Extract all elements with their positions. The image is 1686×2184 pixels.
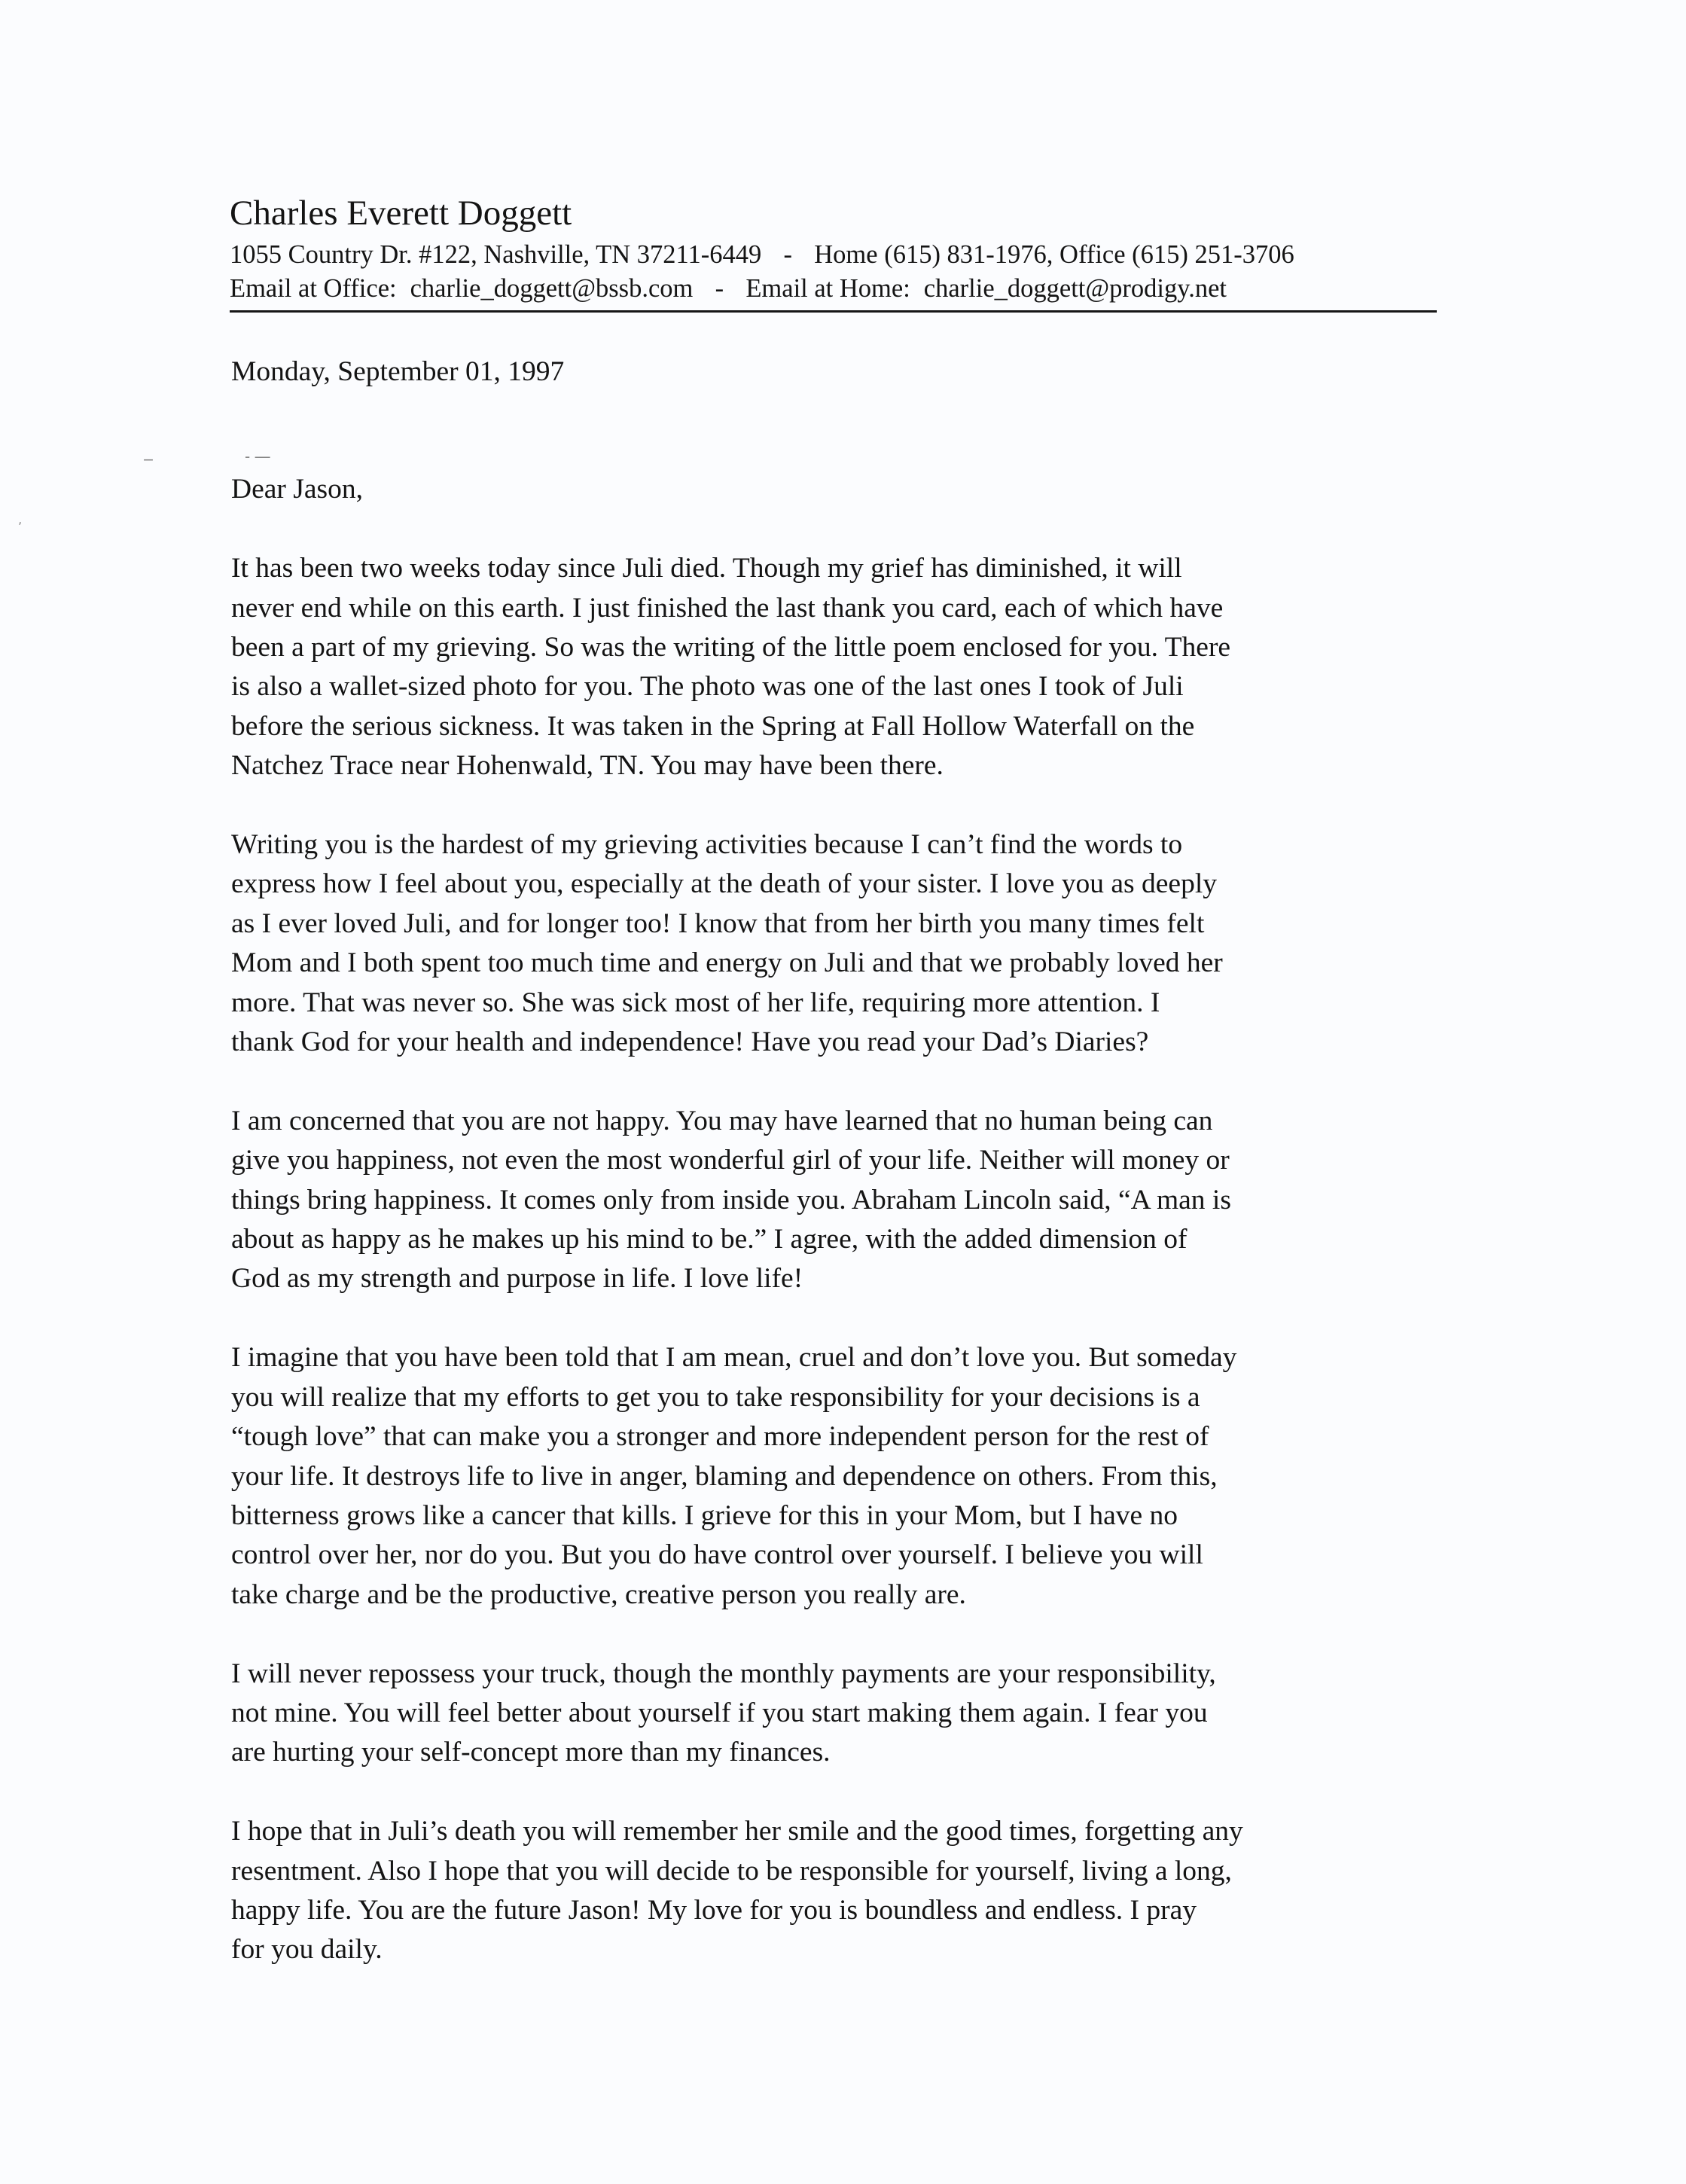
scan-mark: - ― [245, 447, 270, 465]
paragraph-line: God as my strength and purpose in life. I love life! [231, 1263, 803, 1295]
paragraph [231, 1655, 1436, 1773]
paragraph-line: I imagine that you have been told that I am mean, cruel and don’t love you. But someday [231, 1342, 1237, 1374]
letter-body [231, 352, 1436, 1970]
paragraph-line: take charge and be the productive, creative person you really are. [231, 1579, 966, 1610]
paragraph-line: is also a wallet-sized photo for you. The photo was one of the last ones I took of Juli [231, 671, 1184, 703]
paragraph-line: not mine. You will feel better about yourself if you start making them again. I fear you [231, 1697, 1208, 1728]
paragraph [231, 825, 1436, 1062]
home-email: charlie_doggett@prodigy.net [923, 274, 1227, 303]
paragraph-line: I am concerned that you are not happy. You may have learned that no human being can [231, 1105, 1213, 1136]
sender-name: Charles Everett Doggett [230, 194, 572, 233]
paragraph-line: It has been two weeks today since Juli died. Though my grief has diminished, it will [231, 553, 1182, 584]
salutation: Dear Jason, [231, 474, 363, 505]
letter-date: Monday, September 01, 1997 [231, 356, 565, 387]
paragraphs [231, 549, 1436, 1970]
paragraph-line: are hurting your self-concept more than my finances. [231, 1737, 831, 1768]
separator: - [715, 274, 724, 303]
office-email: charlie_doggett@bssb.com [410, 274, 694, 303]
paragraph-line: resentment. Also I hope that you will decide to be responsible for yourself, living a long, [231, 1855, 1232, 1887]
scan-mark: ʼ [18, 520, 23, 534]
paragraph-line: Mom and I both spent too much time and energy on Juli and that we probably loved her [231, 947, 1223, 979]
paragraph-line: you will realize that my efforts to get you to take responsibility for your decisions is a [231, 1381, 1200, 1413]
email-line [230, 272, 1437, 306]
paragraph-line: I will never repossess your truck, though the monthly payments are your responsibility, [231, 1658, 1216, 1689]
sender-address: 1055 Country Dr. #122, Nashville, TN 37211-6449 [230, 240, 762, 269]
scan-mark: ‒ [143, 450, 154, 469]
paragraph-line: for you daily. [231, 1934, 383, 1966]
paragraph [231, 549, 1436, 785]
paragraph-line: things bring happiness. It comes only from inside you. Abraham Lincoln said, “A man is [231, 1184, 1231, 1216]
paragraph-line: I hope that in Juli’s death you will remember her smile and the good times, forgetting any [231, 1816, 1243, 1847]
paragraph-line: Natchez Trace near Hohenwald, TN. You may have been there. [231, 750, 944, 782]
paragraph [231, 1338, 1436, 1615]
paragraph-line: bitterness grows like a cancer that kills. I grieve for this in your Mom, but I have no [231, 1499, 1178, 1531]
paragraph-line: happy life. You are the future Jason! My love for you is boundless and endless. I pray [231, 1894, 1197, 1926]
address-line [230, 238, 1437, 272]
letterhead [230, 188, 1437, 313]
paragraph-line: “tough love” that can make you a stronger and more independent person for the rest of [231, 1421, 1209, 1453]
paragraph-line: never end while on this earth. I just finished the last thank you card, each of which have [231, 592, 1224, 624]
paragraph-line: thank God for your health and independence! Have you read your Dad’s Diaries? [231, 1026, 1149, 1058]
paragraph-line: as I ever loved Juli, and for longer too! I know that from her birth you many times felt [231, 907, 1205, 939]
paragraph [231, 1812, 1436, 1970]
paragraph-line: Writing you is the hardest of my grieving activities because I can’t find the words to [231, 829, 1183, 861]
home-email-label: Email at Home: [745, 274, 910, 303]
paragraph-line: your life. It destroys life to live in anger, blaming and dependence on others. From this, [231, 1460, 1218, 1492]
paragraph-line: more. That was never so. She was sick most of her life, requiring more attention. I [231, 987, 1160, 1018]
paragraph-line: give you happiness, not even the most wonderful girl of your life. Neither will money or [231, 1145, 1230, 1176]
paragraph [231, 1102, 1436, 1299]
letterhead-rule [230, 310, 1437, 313]
office-email-label: Email at Office: [230, 274, 397, 303]
paragraph-line: about as happy as he makes up his mind to be.” I agree, with the added dimension of [231, 1224, 1188, 1255]
sender-phones: Home (615) 831-1976, Office (615) 251-3706 [814, 240, 1294, 269]
paragraph-line: been a part of my grieving. So was the writing of the little poem enclosed for you. There [231, 632, 1231, 663]
paragraph-line: express how I feel about you, especially at the death of your sister. I love you as deeply [231, 868, 1217, 900]
paragraph-line: before the serious sickness. It was taken in the Spring at Fall Hollow Waterfall on the [231, 710, 1195, 742]
paragraph-line: control over her, nor do you. But you do have control over yourself. I believe you will [231, 1539, 1203, 1571]
separator: - [783, 240, 793, 269]
